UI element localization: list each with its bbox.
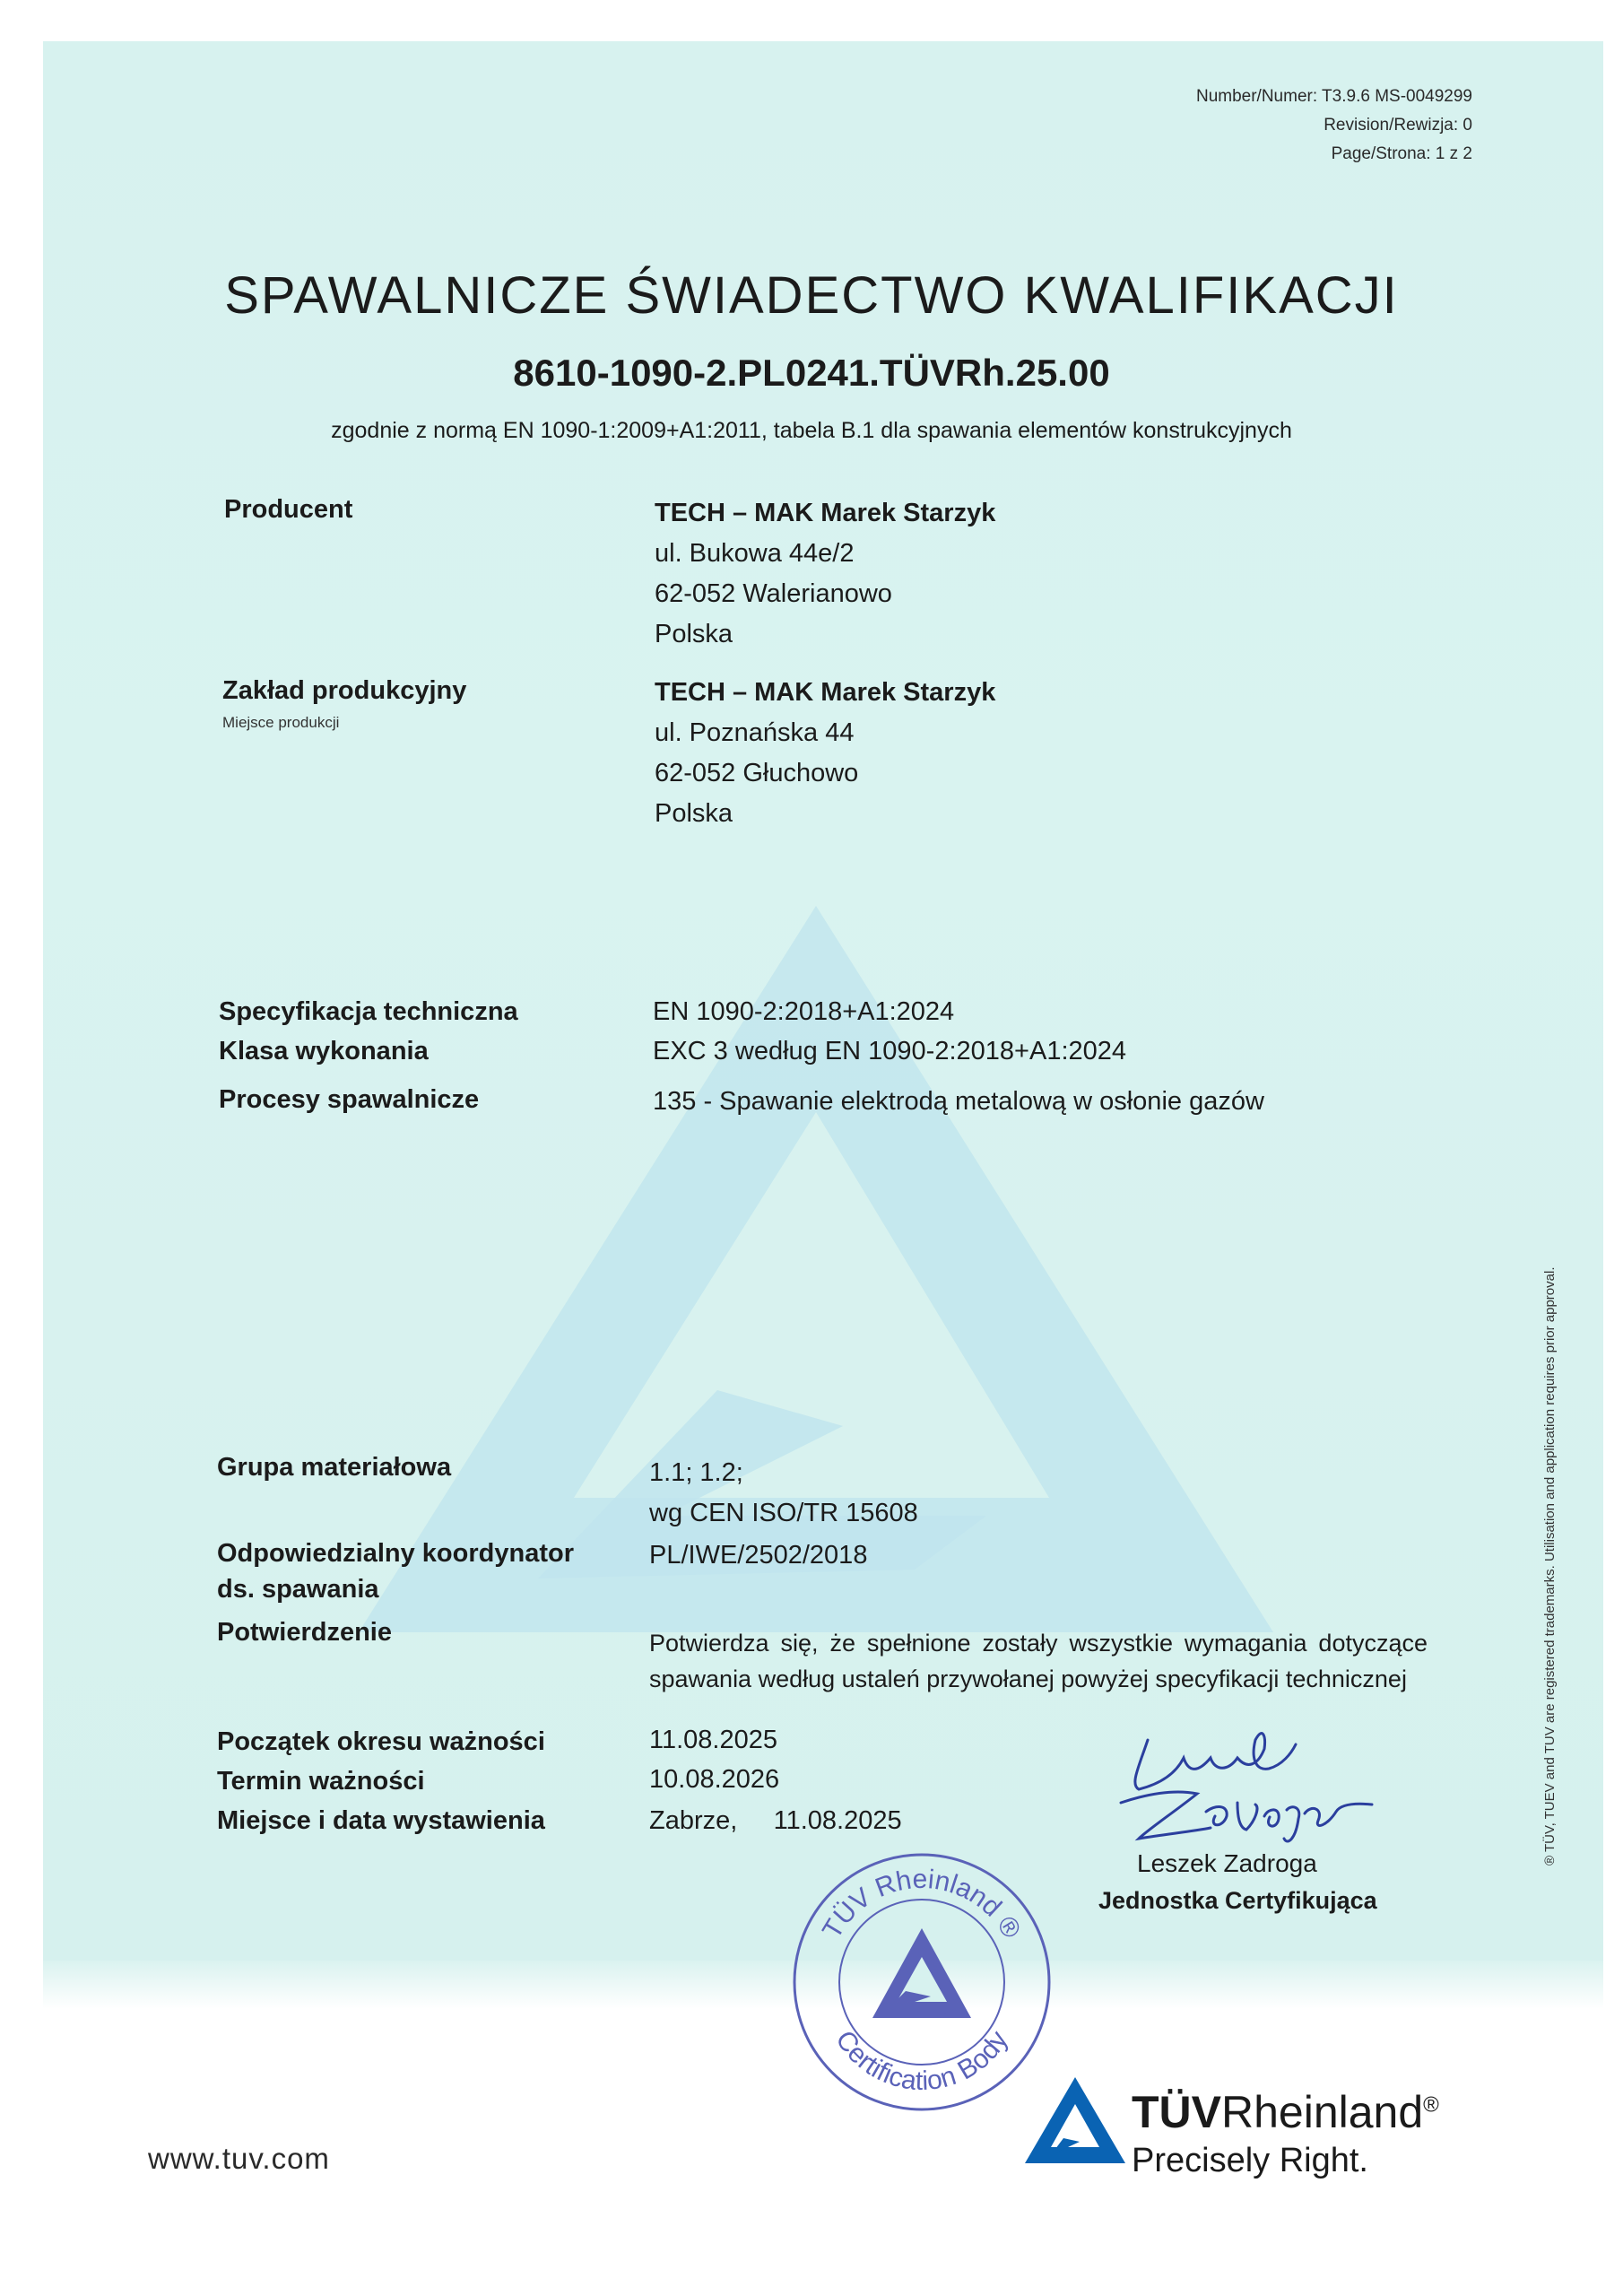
- brand-registered: ®: [1423, 2092, 1439, 2118]
- producer-address: [655, 493, 995, 655]
- coordinator-value: PL/IWE/2502/2018: [649, 1541, 868, 1570]
- issue-label: Miejsce i data wystawienia: [217, 1806, 545, 1835]
- producer-street: ul. Bukowa 44e/2: [655, 539, 855, 568]
- document-revision: Revision/Rewizja: 0: [1324, 116, 1472, 135]
- document-number: Number/Numer: T3.9.6 MS-0049299: [1195, 87, 1472, 106]
- coordinator-label-line1: Odpowiedzialny koordynator: [217, 1539, 574, 1568]
- welding-processes-label: Procesy spawalnicze: [219, 1085, 480, 1114]
- plant-country: Polska: [655, 799, 733, 828]
- material-group-label: Grupa materiałowa: [217, 1453, 452, 1482]
- plant-sublabel: Miejsce produkcji: [222, 714, 340, 731]
- validity-start-value: 11.08.2025: [649, 1726, 777, 1754]
- coordinator-label-line2: ds. spawania: [217, 1575, 379, 1604]
- plant-address: [655, 673, 995, 834]
- execution-class-value: EXC 3 według EN 1090-2:2018+A1:2024: [653, 1037, 1127, 1065]
- plant-street: ul. Poznańska 44: [655, 718, 855, 747]
- stamp-top-text: TÜV Rheinland ®: [817, 1864, 1027, 1944]
- producer-name: TECH – MAK Marek Starzyk: [655, 499, 996, 527]
- signature-icon: [1112, 1704, 1408, 1848]
- brand-wordmark: [1132, 2086, 1439, 2138]
- material-group-value: [649, 1453, 918, 1534]
- stamp-bottom-text: Certification Body: [829, 2025, 1014, 2097]
- validity-start-label: Początek okresu ważności: [217, 1727, 545, 1756]
- brand-regular: Rheinland: [1221, 2087, 1424, 2137]
- producer-country: Polska: [655, 620, 733, 648]
- website-link[interactable]: www.tuv.com: [148, 2142, 330, 2175]
- plant-name: TECH – MAK Marek Starzyk: [655, 678, 996, 707]
- brand-tagline: Precisely Right.: [1132, 2142, 1368, 2179]
- plant-city: 62-052 Głuchowo: [655, 759, 859, 787]
- validity-end-label: Termin ważności: [217, 1767, 425, 1796]
- confirmation-label: Potwierdzenie: [217, 1618, 392, 1647]
- document-page: Page/Strona: 1 z 2: [1331, 144, 1472, 163]
- technical-spec-label: Specyfikacja techniczna: [219, 997, 518, 1026]
- material-group-line1: 1.1; 1.2;: [649, 1458, 743, 1487]
- certificate-number: 8610-1090-2.PL0241.TÜVRh.25.00: [513, 352, 1110, 394]
- brand-bold: TÜV: [1132, 2087, 1221, 2137]
- issue-value: Zabrze, 11.08.2025: [649, 1806, 902, 1835]
- execution-class-label: Klasa wykonania: [219, 1037, 429, 1065]
- welding-processes-value: 135 - Spawanie elektrodą metalową w osłonie gazów: [653, 1087, 1264, 1116]
- signatory-name: Leszek Zadroga: [1137, 1849, 1317, 1877]
- document-meta: [1196, 83, 1472, 169]
- material-group-line2: wg CEN ISO/TR 15608: [649, 1499, 918, 1527]
- tuv-stamp-icon: [787, 1848, 1056, 2117]
- validity-end-value: 10.08.2026: [649, 1765, 780, 1794]
- plant-label: Zakład produkcyjny: [222, 676, 467, 705]
- tuv-triangle-logo-icon: [1024, 2075, 1127, 2165]
- producer-city: 62-052 Walerianowo: [655, 579, 892, 608]
- producer-label: Producent: [224, 495, 353, 524]
- signatory-organization: Jednostka Certyfikująca: [1098, 1887, 1377, 1914]
- trademark-note: ® TÜV, TUEV and TUV are registered trademarks. Utilisation and application requires prior approval.: [1542, 1266, 1558, 1866]
- standard-reference: zgodnie z normą EN 1090-1:2009+A1:2011, tabela B.1 dla spawania elementów konstrukcyjnych: [331, 418, 1292, 443]
- technical-spec-value: EN 1090-2:2018+A1:2024: [653, 997, 955, 1026]
- coordinator-label: [217, 1535, 574, 1607]
- certificate-title: SPAWALNICZE ŚWIADECTWO KWALIFIKACJI: [224, 266, 1399, 325]
- confirmation-text: Potwierdza się, że spełnione zostały wszystkie wymagania dotyczące spawania według ustaleń przywołanej powyżej specyfikacji technicznej: [649, 1630, 1428, 1692]
